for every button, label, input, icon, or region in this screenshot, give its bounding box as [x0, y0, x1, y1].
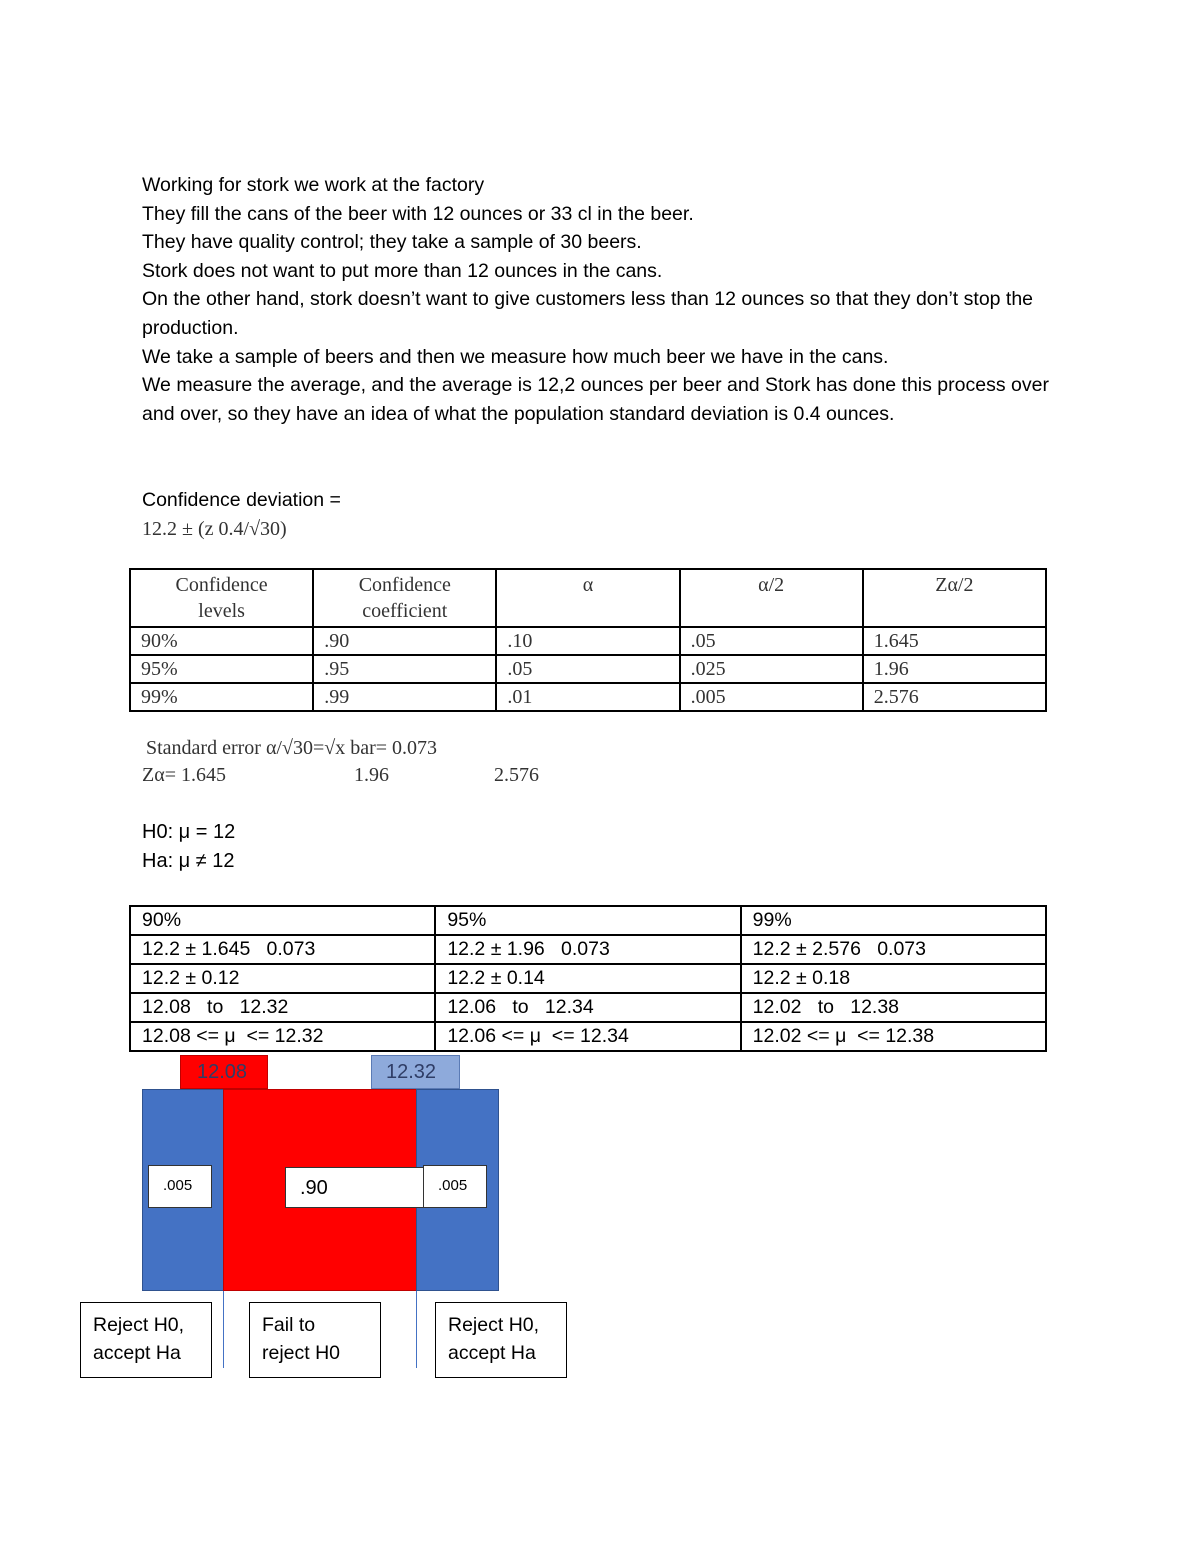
table-cell: 12.2 ± 0.14	[435, 964, 740, 993]
table-cell: 12.2 ± 0.12	[130, 964, 435, 993]
upper-bound-label: 12.32	[386, 1061, 437, 1083]
reject-h0-right-label	[435, 1302, 567, 1378]
table-row	[130, 655, 1046, 683]
z-value-99: 2.576	[494, 764, 539, 786]
table-header-row	[130, 569, 1046, 627]
left-tail-value-box	[148, 1165, 212, 1208]
formula-expression: 12.2 ± (z 0.4/√30)	[142, 518, 287, 540]
header-cell: α/2	[680, 569, 863, 627]
table-row	[130, 964, 1046, 993]
table-cell: .99	[313, 683, 496, 711]
table-cell: .005	[680, 683, 863, 711]
label-line: Reject H0,	[93, 1314, 185, 1336]
header-cell: Confidence levels	[130, 569, 313, 627]
table-cell: 2.576	[863, 683, 1046, 711]
interval-table	[129, 905, 1047, 1052]
table-cell: .10	[496, 627, 679, 655]
table-cell: .025	[680, 655, 863, 683]
right-boundary-line	[416, 1291, 417, 1368]
table-row	[130, 683, 1046, 711]
table-cell: 1.645	[863, 627, 1046, 655]
table-cell: .90	[313, 627, 496, 655]
table-row	[130, 627, 1046, 655]
right-tail-value: .005	[438, 1177, 468, 1194]
table-cell: 95%	[435, 906, 740, 935]
table-cell: 12.08 <= μ <= 12.32	[130, 1022, 435, 1051]
table-row	[130, 993, 1046, 1022]
intro-line: Working for stork we work at the factory	[142, 174, 485, 196]
table-cell: 95%	[130, 655, 313, 683]
intro-line: On the other hand, stork doesn’t want to give customers less than 12 ounces so that they don’t stop the production.	[142, 288, 1034, 339]
table-cell: 12.02 to 12.38	[741, 993, 1046, 1022]
standard-error-line: Standard error α/√30=√x bar= 0.073	[146, 737, 438, 759]
table-cell: 12.06 <= μ <= 12.34	[435, 1022, 740, 1051]
right-tail-value-box	[423, 1165, 487, 1208]
table-cell: 12.2 ± 1.645 0.073	[130, 935, 435, 964]
table-cell: .05	[496, 655, 679, 683]
intro-text	[142, 171, 1062, 428]
label-line: accept Ha	[448, 1342, 536, 1364]
label-line: Fail to	[262, 1314, 316, 1336]
label-line: Reject H0,	[448, 1314, 540, 1336]
confidence-table	[129, 568, 1047, 712]
z-value-95: 1.96	[354, 764, 389, 786]
table-cell: .05	[680, 627, 863, 655]
table-cell: 99%	[741, 906, 1046, 935]
table-cell: 12.02 <= μ <= 12.38	[741, 1022, 1046, 1051]
label-line: reject H0	[262, 1342, 341, 1364]
header-cell: Zα/2	[863, 569, 1046, 627]
alternative-hypothesis: Ha: μ ≠ 12	[142, 850, 235, 872]
table-row	[130, 1022, 1046, 1051]
table-cell: 90%	[130, 627, 313, 655]
table-row	[130, 906, 1046, 935]
header-cell: α	[496, 569, 679, 627]
table-cell: .95	[313, 655, 496, 683]
z-value-90: Zα= 1.645	[142, 764, 226, 786]
center-value: .90	[300, 1177, 328, 1199]
table-cell: 99%	[130, 683, 313, 711]
table-cell: 12.2 ± 2.576 0.073	[741, 935, 1046, 964]
fail-to-reject-label	[249, 1302, 381, 1378]
upper-bound-box	[371, 1055, 460, 1089]
null-hypothesis: H0: μ = 12	[142, 821, 236, 843]
center-value-box	[285, 1167, 426, 1208]
left-boundary-line	[223, 1291, 224, 1368]
intro-line: They have quality control; they take a sample of 30 beers.	[142, 231, 642, 254]
table-cell: .01	[496, 683, 679, 711]
intro-line: Stork does not want to put more than 12 ounces in the cans.	[142, 259, 663, 282]
table-cell: 12.08 to 12.32	[130, 993, 435, 1022]
table-cell: 90%	[130, 906, 435, 935]
label-line: accept Ha	[93, 1342, 181, 1364]
left-tail-value: .005	[163, 1177, 193, 1194]
table-cell: 12.2 ± 0.18	[741, 964, 1046, 993]
intro-line: We take a sample of beers and then we measure how much beer we have in the cans.	[142, 345, 889, 368]
reject-h0-left-label	[80, 1302, 212, 1378]
intro-line: We measure the average, and the average is 12,2 ounces per beer and Stork has done this process over and over, so they have an idea of what the population standard deviation is 0.4 ounces.	[142, 374, 1049, 425]
formula-label: Confidence deviation =	[142, 489, 341, 511]
table-cell: 1.96	[863, 655, 1046, 683]
header-cell: Confidence coefficient	[313, 569, 496, 627]
table-row	[130, 935, 1046, 964]
table-cell: 12.06 to 12.34	[435, 993, 740, 1022]
intro-line: They fill the cans of the beer with 12 ounces or 33 cl in the beer.	[142, 202, 694, 225]
table-cell: 12.2 ± 1.96 0.073	[435, 935, 740, 964]
lower-bound-label: 12.08	[197, 1061, 248, 1083]
lower-bound-box	[180, 1055, 268, 1089]
